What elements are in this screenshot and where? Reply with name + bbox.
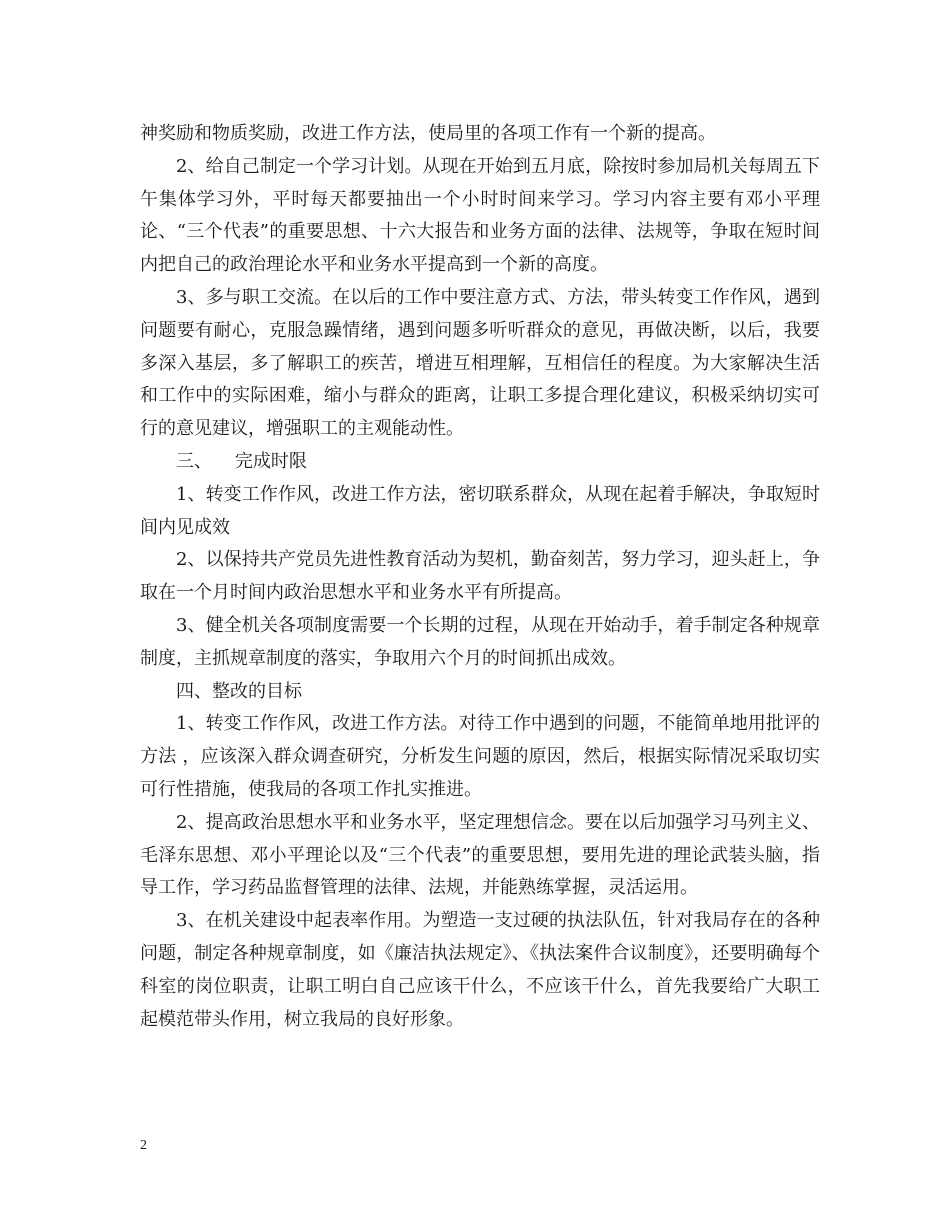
paragraph-deadline-2: 2、以保持共产党员先进性教育活动为契机，勤奋刻苦，努力学习，迎头赶上，争取在一个月时间内政治思想水平和业务水平有所提高。	[140, 549, 820, 604]
paragraph-goal-1: 1、转变工作作风，改进工作方法。对待工作中遇到的问题，不能简单地用批评的方法 ，应该深入群众调查研究，分析发生问题的原因，然后，根据实际情况采取切实可行性措施，使我局的各项工作扎实推进。	[140, 713, 820, 800]
paragraph-deadline-1: 1、转变工作作风，改进工作方法，密切联系群众，从现在起着手解决，争取短时间内见成效	[140, 483, 820, 538]
section-heading-deadline: 三、 完成时限	[176, 450, 307, 472]
page-number: 2	[140, 1138, 147, 1153]
paragraph-goal-2: 2、提高政治思想水平和业务水平，坚定理想信念。要在以后加强学习马列主义、毛泽东思想、邓小平理论以及“三个代表”的重要思想，要用先进的理论武装头脑，指导工作，学习药品监督管理的法律、法规，并能熟练掌握，灵活运用。	[140, 811, 820, 899]
paragraph-goal-3: 3、在机关建设中起表率作用。为塑造一支过硬的执法队伍，针对我局存在的各种问题，制定各种规章制度，如《廉洁执法规定》、《执法案件合议制度》，还要明确每个科室的岗位职责，让职工明白自己应该干什么，不应该干什么，首先我要给广大职工起模范带头作用，树立我局的良好形象。	[140, 910, 820, 1030]
document-body	[140, 118, 820, 1036]
paragraph-staff-communication: 3、多与职工交流。在以后的工作中要注意方式、方法，带头转变工作作风，遇到问题要有耐心，克服急躁情绪，遇到问题多听听群众的意见，再做决断，以后，我要多深入基层，多了解职工的疾苦，增进互相理解，互相信任的程度。为大家解决生活和工作中的实际困难，缩小与群众的距离，让职工多提合理化建议，积极采纳切实可行的意见建议，增强职工的主观能动性。	[140, 286, 820, 440]
paragraph-deadline-3: 3、健全机关各项制度需要一个长期的过程，从现在开始动手，着手制定各种规章制度，主抓规章制度的落实，争取用六个月的时间抓出成效。	[140, 614, 820, 669]
paragraph-study-plan: 2、给自己制定一个学习计划。从现在开始到五月底，除按时参加局机关每周五下午集体学习外，平时每天都要抽出一个小时时间来学习。学习内容主要有邓小平理论、“三个代表”的重要思想、十六大报告和业务方面的法律、法规等，争取在短时间内把自己的政治理论水平和业务水平提高到一个新的高度。	[140, 155, 820, 276]
section-heading-goals: 四、整改的目标	[176, 680, 302, 702]
paragraph-continuation: 神奖励和物质奖励，改进工作方法，使局里的各项工作有一个新的提高。	[140, 123, 716, 144]
